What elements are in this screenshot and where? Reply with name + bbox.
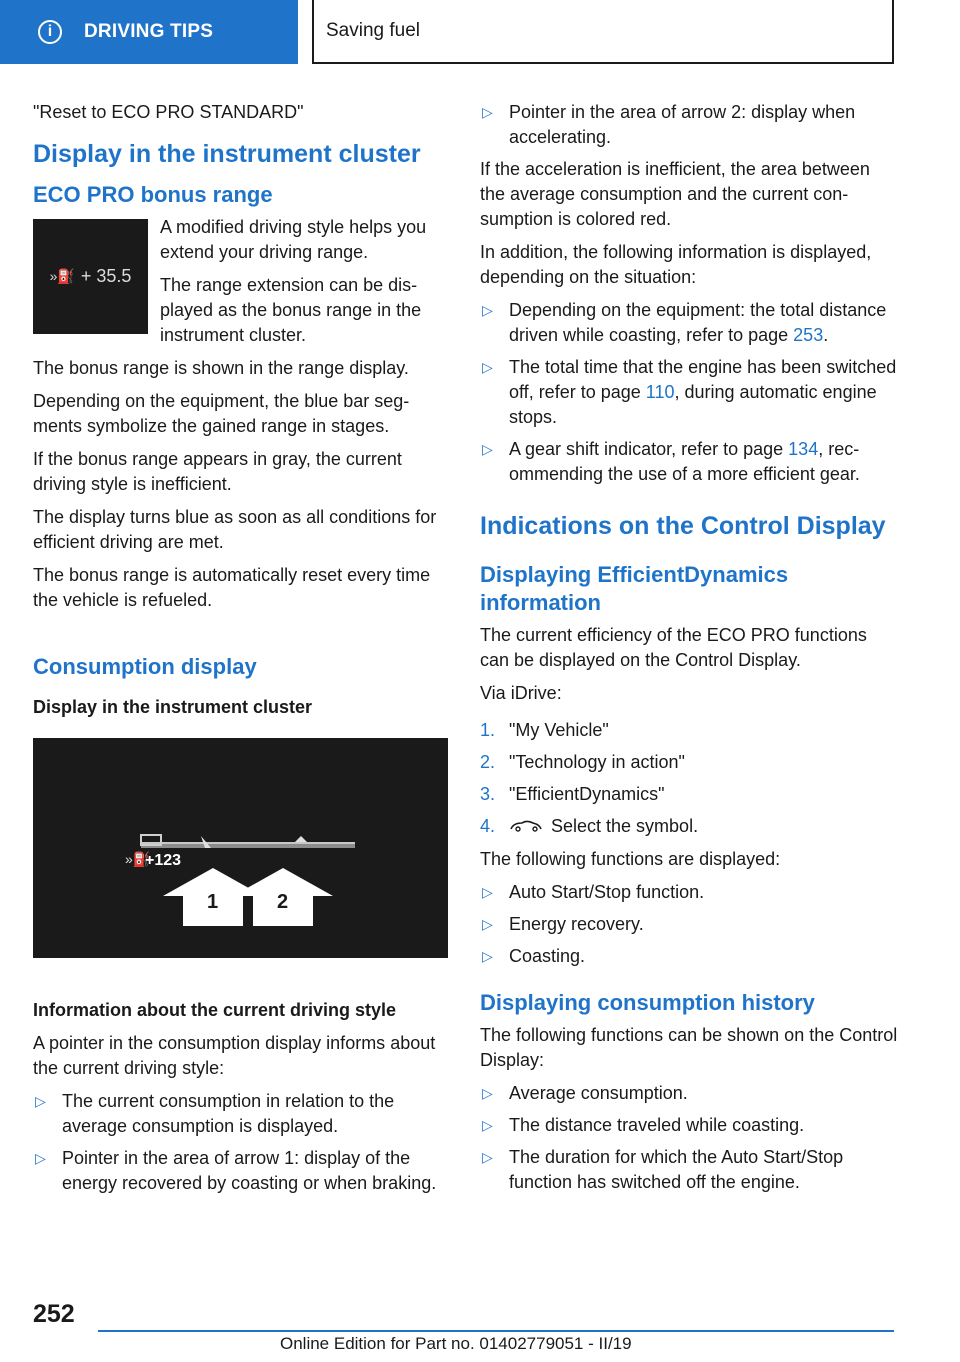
list-item-text: Average consumption. (509, 1083, 688, 1103)
cluster-value: +123 (145, 852, 182, 869)
heading-bonus-range: ECO PRO bonus range (33, 182, 273, 207)
list-item (480, 880, 898, 905)
triangle-bullet-icon: ▷ (482, 916, 493, 932)
triangle-bullet-icon: ▷ (35, 1093, 46, 1109)
bonus-range-shown: The bonus range is shown in the range display. (33, 358, 409, 378)
list-item-text: The duration for which the Auto Start/Stop function has switched off the engine. (509, 1147, 844, 1192)
list-item-text: Pointer in the area of arrow 2: display when accelerating. (509, 102, 856, 147)
history-list (480, 1081, 898, 1195)
heading-driving-style: Information about the current driving style (33, 1000, 397, 1020)
info-icon: i (38, 20, 62, 44)
list-item-text: A gear shift indicator, refer to page (509, 439, 789, 459)
blue-bar-text: Depending on the equipment, the blue bar segments symbolize the gained range in stages. (33, 391, 410, 436)
triangle-bullet-icon: ▷ (482, 1117, 493, 1133)
list-item-text: , during automatic engine stops. (509, 382, 877, 427)
triangle-bullet-icon: ▷ (482, 104, 493, 120)
list-item-text: Coasting. (509, 946, 586, 966)
inefficient-text: If the acceleration is inefficient, the area between the average consumption and the current consumption is colored red. (480, 159, 870, 229)
step-item (480, 782, 898, 807)
list-item (480, 1145, 898, 1195)
list-item-text: . (823, 325, 829, 345)
functions-list (480, 880, 898, 969)
consumption-display-graphic (33, 738, 448, 958)
list-item-text: The total time that the engine has been switched off, refer to page (509, 357, 897, 402)
triangle-bullet-icon: ▷ (35, 1150, 46, 1166)
step-text: "EfficientDynamics" (509, 784, 665, 804)
list-item-text: Auto Start/Stop function. (509, 882, 705, 902)
heading-consumption-history: Displaying consumption history (480, 990, 815, 1015)
triangle-bullet-icon: ▷ (482, 948, 493, 964)
triangle-bullet-icon: ▷ (482, 1085, 493, 1101)
step-number: 1. (480, 720, 496, 740)
step-item (480, 750, 898, 775)
via-idrive: Via iDrive: (480, 683, 562, 703)
situation-list (480, 298, 898, 487)
subheading-cluster: Display in the instrument cluster (33, 697, 313, 717)
list-item-text: Pointer in the area of arrow 1: display of the energy recovered by coasting or when braking. (62, 1148, 437, 1193)
heading-indications: Indications on the Control Display (480, 512, 886, 540)
step-text: "Technology in action" (509, 752, 685, 772)
driving-style-list (33, 1089, 447, 1196)
triangle-bullet-icon: ▷ (482, 1149, 493, 1165)
reset-refuel-text: The bonus range is automatically reset every time the vehicle is refueled. (33, 565, 431, 610)
page-link-134[interactable]: 134 (788, 439, 819, 459)
bonus-range-block (33, 215, 447, 356)
left-column (33, 100, 447, 1204)
history-intro: The following functions can be shown on the Control Display: (480, 1025, 898, 1070)
section-tab (0, 0, 298, 64)
bonus-text-1: A modified driving style helps you extend your driving range. (160, 217, 427, 262)
page-title: Saving fuel (312, 0, 894, 64)
list-item (480, 944, 898, 969)
list-item (33, 1146, 447, 1196)
step-number: 2. (480, 752, 496, 772)
idrive-steps (480, 718, 898, 839)
heading-consumption-display: Consumption display (33, 654, 257, 679)
right-column (480, 100, 898, 1203)
triangle-bullet-icon: ▷ (482, 302, 493, 318)
heading-display-cluster: Display in the instrument cluster (33, 140, 421, 168)
step-text: "My Vehicle" (509, 720, 609, 740)
bonus-text-2: The range extension can be displayed as the bonus range in the instrument cluster. (160, 275, 422, 345)
svg-text:»⛽: »⛽ (125, 851, 151, 867)
list-item-text: Energy recovery. (509, 914, 644, 934)
triangle-bullet-icon: ▷ (482, 884, 493, 900)
arrow-2-label: 2 (277, 891, 289, 913)
list-item (480, 1081, 898, 1106)
step-number: 4. (480, 816, 496, 836)
list-item-text: The distance traveled while coasting. (509, 1115, 805, 1135)
list-item-text: , recommending the use of a more efficient gear. (509, 439, 860, 484)
consumption-display-image (33, 738, 448, 958)
additional-info-text: In addition, the following information is displayed, depending on the situation: (480, 242, 872, 287)
accel-list (480, 100, 898, 150)
page-number: 252 (33, 1300, 75, 1328)
list-item (33, 1089, 447, 1139)
list-item-text: Depending on the equipment: the total distance driven while coasting, refer to page (509, 300, 887, 345)
step-item (480, 814, 898, 839)
list-item (480, 298, 898, 348)
list-item (480, 355, 898, 430)
edition-text: Online Edition for Part no. 01402779051 - II/19 (280, 1334, 632, 1353)
step-item (480, 718, 898, 743)
list-item (480, 100, 898, 150)
heading-efficientdynamics: Displaying EfficientDynamics information (480, 562, 789, 615)
fuel-pump-icon: »⛽ (49, 268, 75, 284)
list-item (480, 1113, 898, 1138)
bonus-range-image (33, 219, 148, 334)
blue-text: The display turns blue as soon as all conditions for efficient driving are met. (33, 507, 437, 552)
footer-divider (98, 1330, 894, 1332)
pointer-intro: A pointer in the consumption display informs about the current driving style: (33, 1033, 436, 1078)
gray-text: If the bonus range appears in gray, the current driving style is inefficient. (33, 449, 402, 494)
bonus-range-value: + 35.5 (80, 266, 132, 286)
reset-text: "Reset to ECO PRO STANDARD" (33, 102, 304, 122)
triangle-bullet-icon: ▷ (482, 441, 493, 457)
page-link-253[interactable]: 253 (793, 325, 824, 345)
page-link-110[interactable]: 110 (645, 382, 675, 402)
section-label: DRIVING TIPS (84, 21, 214, 42)
efficiency-text: The current efficiency of the ECO PRO functions can be displayed on the Control Display. (480, 625, 867, 670)
step-number: 3. (480, 784, 496, 804)
list-item (480, 912, 898, 937)
list-item-text: The current consumption in relation to the average consumption is displayed. (62, 1091, 395, 1136)
step-text: Select the symbol. (551, 816, 699, 836)
list-item (480, 437, 898, 487)
arrow-1-label: 1 (207, 891, 219, 913)
triangle-bullet-icon: ▷ (482, 359, 493, 375)
car-symbol-icon (509, 814, 543, 839)
functions-intro: The following functions are displayed: (480, 849, 781, 869)
